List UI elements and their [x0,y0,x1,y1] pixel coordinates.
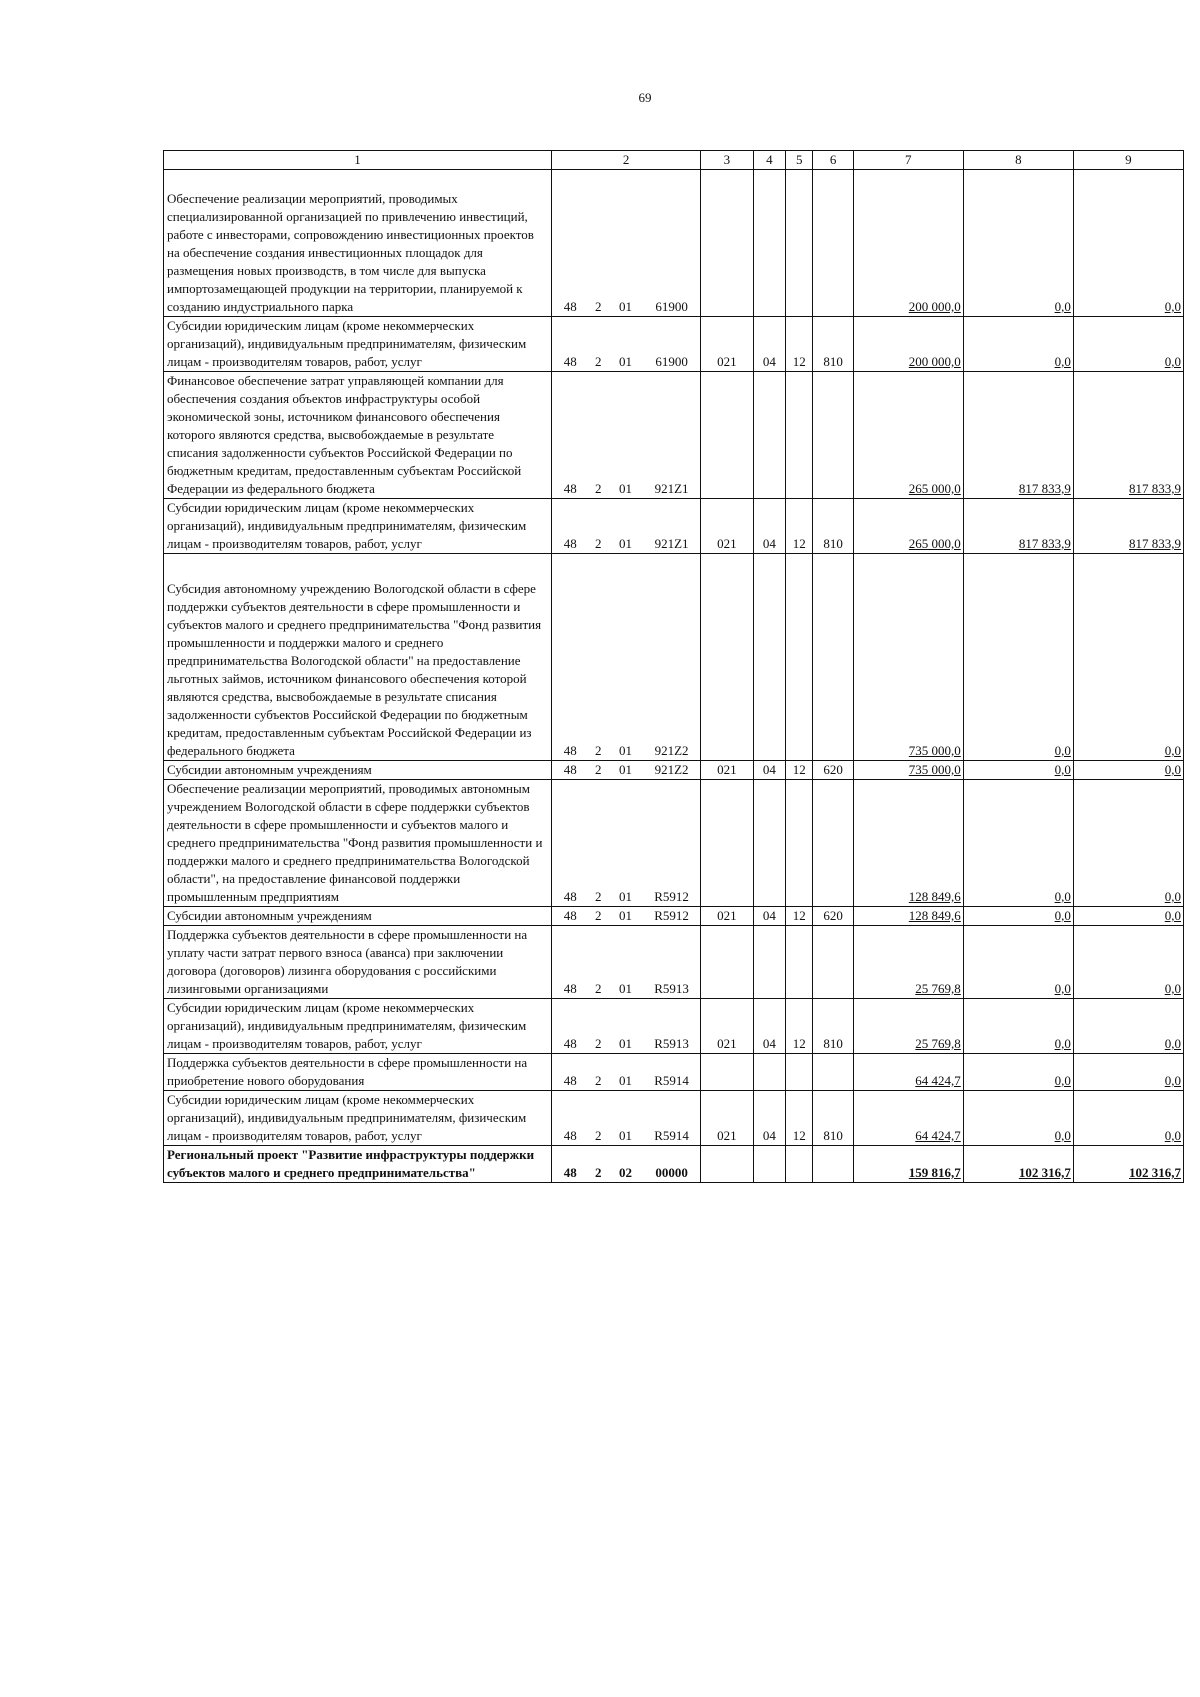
col8-amount: 0,0 [963,317,1073,372]
col5-cell: 12 [786,907,813,926]
header-cell: 9 [1073,151,1183,170]
col3-cell: 021 [701,1091,753,1146]
col8-amount: 817 833,9 [963,372,1073,499]
col9-amount: 0,0 [1073,907,1183,926]
col8-amount: 0,0 [963,761,1073,780]
code-direction: R5912 [643,907,701,926]
code-direction: R5913 [643,999,701,1054]
col4-cell [753,1054,786,1091]
col4-cell [753,372,786,499]
table-row-bold [164,1146,1184,1183]
code-subprogram: 01 [608,499,643,554]
col5-cell: 12 [786,761,813,780]
col3-cell [701,372,753,499]
col3-cell [701,170,753,317]
code-program: 2 [588,907,608,926]
col4-cell [753,926,786,999]
code-direction: 921Z2 [643,761,701,780]
col3-cell: 021 [701,999,753,1054]
code-direction: R5914 [643,1054,701,1091]
code-subprogram: 01 [608,372,643,499]
code-subprogram: 01 [608,317,643,372]
col4-cell: 04 [753,999,786,1054]
col8-amount: 0,0 [963,907,1073,926]
row-description: Региональный проект "Развитие инфраструктуры поддержки субъектов малого и среднего предпринимательства" [164,1146,552,1183]
code-direction: R5912 [643,780,701,907]
col6-cell: 810 [813,317,853,372]
col5-cell [786,372,813,499]
header-cell: 4 [753,151,786,170]
col8-amount: 102 316,7 [963,1146,1073,1183]
row-description: Обеспечение реализации мероприятий, проводимых автономным учреждением Вологодской области в сфере поддержки субъектов деятельности в сфере промышленности и субъектов малого и среднего предпринимательства "Фонд развития промышленности и поддержки малого и среднего предпринимательства Вологодской области", на предоставление финансовой поддержки промышленным предприятиям [164,780,552,907]
code-subprogram: 02 [608,1146,643,1183]
col7-amount: 25 769,8 [853,999,963,1054]
row-description: Субсидии юридическим лицам (кроме некоммерческих организаций), индивидуальным предпринимателям, физическим лицам - производителям товаров, работ, услуг [164,499,552,554]
col8-amount: 0,0 [963,1091,1073,1146]
code-direction: 921Z1 [643,372,701,499]
table-row [164,999,1184,1054]
col4-cell [753,554,786,761]
code-program: 2 [588,372,608,499]
col9-amount: 0,0 [1073,170,1183,317]
code-program: 2 [588,170,608,317]
col6-cell [813,1146,853,1183]
page-number: 69 [638,90,652,105]
code-subprogram: 01 [608,926,643,999]
code-program: 2 [588,1091,608,1146]
col4-cell [753,170,786,317]
table-row [164,907,1184,926]
code-ministry: 48 [551,372,588,499]
table-row [164,170,1184,317]
code-ministry: 48 [551,317,588,372]
code-ministry: 48 [551,554,588,761]
col6-cell [813,170,853,317]
code-ministry: 48 [551,926,588,999]
code-subprogram: 01 [608,1054,643,1091]
table-row [164,317,1184,372]
col8-amount: 0,0 [963,780,1073,907]
col9-amount: 0,0 [1073,317,1183,372]
code-ministry: 48 [551,999,588,1054]
col7-amount: 128 849,6 [853,780,963,907]
code-ministry: 48 [551,499,588,554]
col8-amount: 817 833,9 [963,499,1073,554]
header-cell: 7 [853,151,963,170]
col5-cell [786,926,813,999]
col9-amount: 0,0 [1073,554,1183,761]
col5-cell: 12 [786,317,813,372]
col7-amount: 128 849,6 [853,907,963,926]
col4-cell: 04 [753,1091,786,1146]
col6-cell: 810 [813,999,853,1054]
header-cell: 5 [786,151,813,170]
row-description: Поддержка субъектов деятельности в сфере промышленности на приобретение нового оборудования [164,1054,552,1091]
code-ministry: 48 [551,1146,588,1183]
budget-table [163,150,1184,1183]
col9-amount: 0,0 [1073,1091,1183,1146]
col6-cell: 620 [813,907,853,926]
code-direction: 00000 [643,1146,701,1183]
col3-cell [701,780,753,907]
col6-cell: 620 [813,761,853,780]
table-row [164,780,1184,907]
col7-amount: 265 000,0 [853,499,963,554]
col8-amount: 0,0 [963,554,1073,761]
code-ministry: 48 [551,907,588,926]
code-program: 2 [588,499,608,554]
col7-amount: 64 424,7 [853,1054,963,1091]
row-description: Субсидии юридическим лицам (кроме некоммерческих организаций), индивидуальным предпринимателям, физическим лицам - производителям товаров, работ, услуг [164,1091,552,1146]
row-description: Субсидия автономному учреждению Вологодской области в сфере поддержки субъектов деятельности в сфере промышленности и субъектов малого и среднего предпринимательства "Фонд развития промышленности и поддержки малого и среднего предпринимательства Вологодской области" на предоставление льготных займов, источником финансового обеспечения которой являются средства, высвобождаемые в результате списания задолженности субъектов Российской Федерации по бюджетным кредитам, предоставленным субъектам Российской Федерации из федерального бюджета [164,554,552,761]
table-row [164,554,1184,761]
col7-amount: 265 000,0 [853,372,963,499]
table-row [164,372,1184,499]
col9-amount: 0,0 [1073,780,1183,907]
code-program: 2 [588,317,608,372]
col8-amount: 0,0 [963,999,1073,1054]
code-ministry: 48 [551,1091,588,1146]
col9-amount: 0,0 [1073,926,1183,999]
code-subprogram: 01 [608,170,643,317]
col5-cell: 12 [786,499,813,554]
header-cell: 2 [551,151,700,170]
code-program: 2 [588,999,608,1054]
col5-cell [786,780,813,907]
col9-amount: 102 316,7 [1073,1146,1183,1183]
code-direction: 61900 [643,317,701,372]
code-subprogram: 01 [608,1091,643,1146]
col5-cell [786,1146,813,1183]
code-program: 2 [588,1146,608,1183]
col3-cell [701,926,753,999]
col7-amount: 200 000,0 [853,317,963,372]
col4-cell: 04 [753,317,786,372]
col6-cell: 810 [813,499,853,554]
code-program: 2 [588,926,608,999]
col9-amount: 817 833,9 [1073,499,1183,554]
code-subprogram: 01 [608,999,643,1054]
col6-cell [813,780,853,907]
col3-cell [701,1054,753,1091]
col4-cell [753,1146,786,1183]
code-program: 2 [588,780,608,907]
table-row [164,926,1184,999]
col6-cell [813,926,853,999]
code-direction: R5914 [643,1091,701,1146]
code-program: 2 [588,761,608,780]
col9-amount: 0,0 [1073,761,1183,780]
col5-cell [786,170,813,317]
col3-cell: 021 [701,317,753,372]
col7-amount: 200 000,0 [853,170,963,317]
table-row [164,1054,1184,1091]
row-description: Финансовое обеспечение затрат управляющей компании для обеспечения создания объектов инфраструктуры особой экономической зоны, источником финансового обеспечения которого являются средства, высвобождаемые в результате списания задолженности субъектов Российской Федерации по бюджетным кредитам, предоставленным субъектам Российской Федерации из федерального бюджета [164,372,552,499]
row-description: Обеспечение реализации мероприятий, проводимых специализированной организацией по привлечению инвестиций, работе с инвесторами, сопровождению инвестиционных проектов на обеспечение создания инвестиционных площадок для размещения новых производств, в том числе для выпуска импортозамещающей продукции на территории, планируемой к созданию индустриального парка [164,170,552,317]
table-row [164,499,1184,554]
code-ministry: 48 [551,170,588,317]
table-row [164,1091,1184,1146]
col3-cell: 021 [701,761,753,780]
col3-cell: 021 [701,499,753,554]
col9-amount: 0,0 [1073,1054,1183,1091]
col6-cell: 810 [813,1091,853,1146]
col8-amount: 0,0 [963,1054,1073,1091]
col9-amount: 0,0 [1073,999,1183,1054]
code-direction: 921Z1 [643,499,701,554]
col7-amount: 25 769,8 [853,926,963,999]
row-description: Субсидии автономным учреждениям [164,907,552,926]
row-description: Субсидии юридическим лицам (кроме некоммерческих организаций), индивидуальным предпринимателям, физическим лицам - производителям товаров, работ, услуг [164,999,552,1054]
col8-amount: 0,0 [963,170,1073,317]
code-program: 2 [588,1054,608,1091]
col7-amount: 735 000,0 [853,554,963,761]
code-subprogram: 01 [608,907,643,926]
col7-amount: 64 424,7 [853,1091,963,1146]
col7-amount: 735 000,0 [853,761,963,780]
col3-cell: 021 [701,907,753,926]
col5-cell: 12 [786,1091,813,1146]
col4-cell: 04 [753,907,786,926]
col5-cell [786,1054,813,1091]
col5-cell: 12 [786,999,813,1054]
row-description: Субсидии юридическим лицам (кроме некоммерческих организаций), индивидуальным предпринимателям, физическим лицам - производителям товаров, работ, услуг [164,317,552,372]
code-direction: R5913 [643,926,701,999]
col6-cell [813,1054,853,1091]
col3-cell [701,554,753,761]
code-ministry: 48 [551,1054,588,1091]
col3-cell [701,1146,753,1183]
header-cell: 8 [963,151,1073,170]
col8-amount: 0,0 [963,926,1073,999]
code-subprogram: 01 [608,554,643,761]
col4-cell: 04 [753,499,786,554]
table-row [164,761,1184,780]
code-program: 2 [588,554,608,761]
header-cell: 1 [164,151,552,170]
header-cell: 6 [813,151,853,170]
col4-cell: 04 [753,761,786,780]
table-header-row [164,151,1184,170]
col6-cell [813,372,853,499]
col7-amount: 159 816,7 [853,1146,963,1183]
code-direction: 921Z2 [643,554,701,761]
header-cell: 3 [701,151,753,170]
code-subprogram: 01 [608,761,643,780]
col9-amount: 817 833,9 [1073,372,1183,499]
code-direction: 61900 [643,170,701,317]
row-description: Поддержка субъектов деятельности в сфере промышленности на уплату части затрат первого взноса (аванса) при заключении договора (договоров) лизинга оборудования с российскими лизинговыми организациями [164,926,552,999]
code-ministry: 48 [551,780,588,907]
col6-cell [813,554,853,761]
col4-cell [753,780,786,907]
col5-cell [786,554,813,761]
row-description: Субсидии автономным учреждениям [164,761,552,780]
code-subprogram: 01 [608,780,643,907]
code-ministry: 48 [551,761,588,780]
